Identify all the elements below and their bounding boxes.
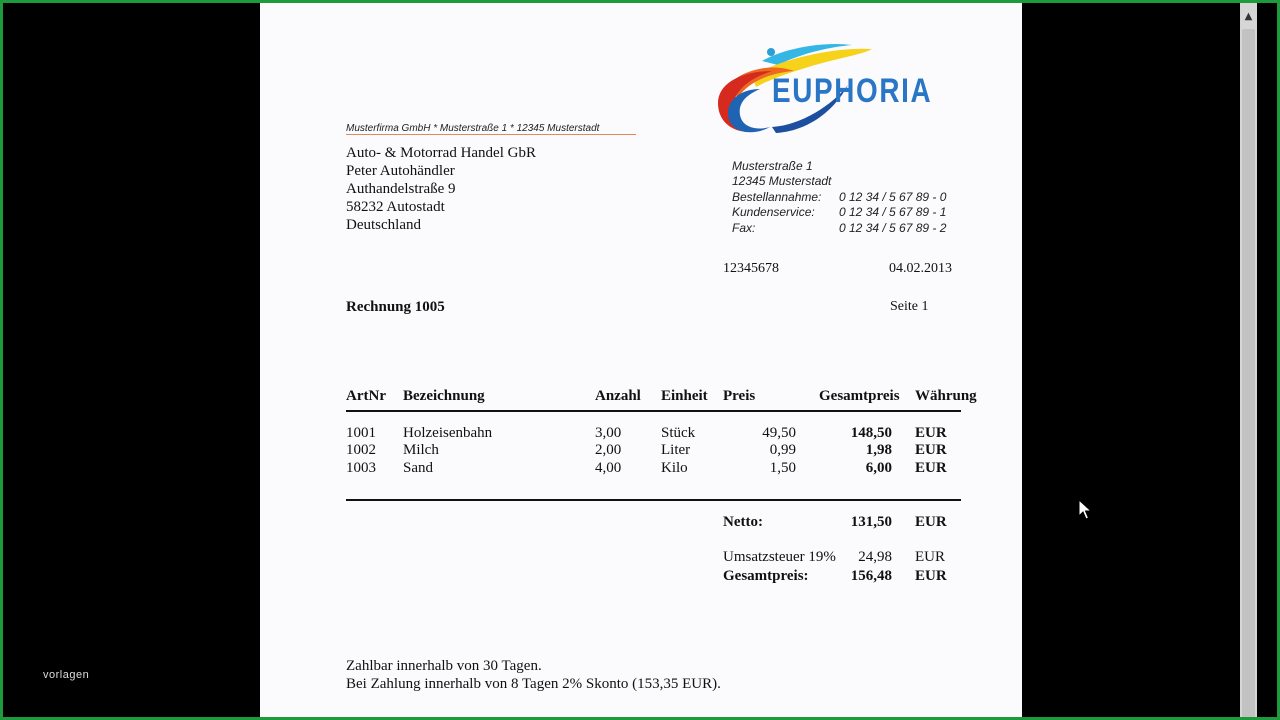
cell-gesamtpreis: 148,50 <box>850 425 892 441</box>
logo <box>712 41 933 136</box>
cell-artnr: 1003 <box>346 460 376 476</box>
col-header-anzahl: Anzahl <box>595 388 641 404</box>
table-footer-rule <box>346 499 961 501</box>
invoice-title: Rechnung 1005 <box>346 299 445 315</box>
logo-text: EUPHORIA <box>772 72 933 110</box>
cell-einheit: Liter <box>661 442 691 458</box>
cell-anzahl: 3,00 <box>595 425 622 441</box>
cell-waehrung: EUR <box>915 460 947 476</box>
tax-label: Umsatzsteuer 19% <box>723 549 836 565</box>
netto-label: Netto: <box>723 514 763 530</box>
col-header-gesamtpreis: Gesamtpreis <box>819 388 900 404</box>
scroll-thumb[interactable] <box>1242 29 1255 719</box>
page-number: Seite 1 <box>890 299 929 314</box>
invoice-page <box>260 3 1022 720</box>
cell-waehrung: EUR <box>915 425 947 441</box>
recipient-line: Peter Autohändler <box>346 163 455 179</box>
discount-terms: Bei Zahlung innerhalb von 8 Tagen 2% Skonto (153,35 EUR). <box>346 676 721 692</box>
col-header-einheit: Einheit <box>661 388 708 404</box>
gross-label: Gesamtpreis: <box>723 568 809 584</box>
watermark: vorlagen <box>43 669 90 681</box>
tax-value: 24,98 <box>858 549 892 565</box>
recipient-line: Deutschland <box>346 217 421 233</box>
payment-terms: Zahlbar innerhalb von 30 Tagen. <box>346 658 542 674</box>
cell-anzahl: 2,00 <box>595 442 622 458</box>
recipient-line: 58232 Autostadt <box>346 199 445 215</box>
cell-einheit: Stück <box>661 425 696 441</box>
col-header-bezeichnung: Bezeichnung <box>403 388 485 404</box>
netto-value: 131,50 <box>850 514 892 530</box>
cell-preis: 49,50 <box>762 425 796 441</box>
gross-value: 156,48 <box>850 568 892 584</box>
tax-currency: EUR <box>915 549 945 565</box>
table-header-rule <box>346 410 961 412</box>
sender-underline <box>346 134 636 135</box>
cell-bezeichnung: Milch <box>403 442 439 458</box>
contact-label: Fax: <box>732 221 756 235</box>
invoice-date: 04.02.2013 <box>889 261 952 276</box>
recipient-line: Auto- & Motorrad Handel GbR <box>346 145 536 161</box>
netto-currency: EUR <box>915 514 947 530</box>
scroll-up-icon[interactable]: ▲ <box>1244 11 1253 22</box>
col-header-artnr: ArtNr <box>346 388 386 404</box>
mouse-cursor-icon <box>1078 499 1092 526</box>
vertical-scrollbar[interactable] <box>1240 3 1257 720</box>
contact-label: Bestellannahme: <box>732 190 822 204</box>
cell-gesamtpreis: 1,98 <box>865 442 892 458</box>
company-street: Musterstraße 1 <box>732 159 813 173</box>
cell-artnr: 1001 <box>346 425 376 441</box>
contact-value: 0 12 34 / 5 67 89 - 1 <box>839 205 947 219</box>
cell-einheit: Kilo <box>661 460 688 476</box>
cell-bezeichnung: Holzeisenbahn <box>403 425 493 441</box>
cell-waehrung: EUR <box>915 442 947 458</box>
cell-gesamtpreis: 6,00 <box>865 460 892 476</box>
col-header-waehrung: Währung <box>915 388 977 404</box>
contact-label: Kundenservice: <box>732 205 815 219</box>
cell-anzahl: 4,00 <box>595 460 622 476</box>
col-header-preis: Preis <box>723 388 756 404</box>
contact-value: 0 12 34 / 5 67 89 - 2 <box>839 221 947 235</box>
contact-value: 0 12 34 / 5 67 89 - 0 <box>839 190 947 204</box>
gross-currency: EUR <box>915 568 947 584</box>
cell-preis: 0,99 <box>769 442 796 458</box>
company-city: 12345 Musterstadt <box>732 174 832 188</box>
customer-number: 12345678 <box>723 261 779 276</box>
cell-bezeichnung: Sand <box>403 460 433 476</box>
recipient-line: Authandelstraße 9 <box>346 181 456 197</box>
cell-artnr: 1002 <box>346 442 376 458</box>
cell-preis: 1,50 <box>769 460 796 476</box>
sender-line: Musterfirma GmbH * Musterstraße 1 * 12345 Musterstadt <box>346 123 600 134</box>
